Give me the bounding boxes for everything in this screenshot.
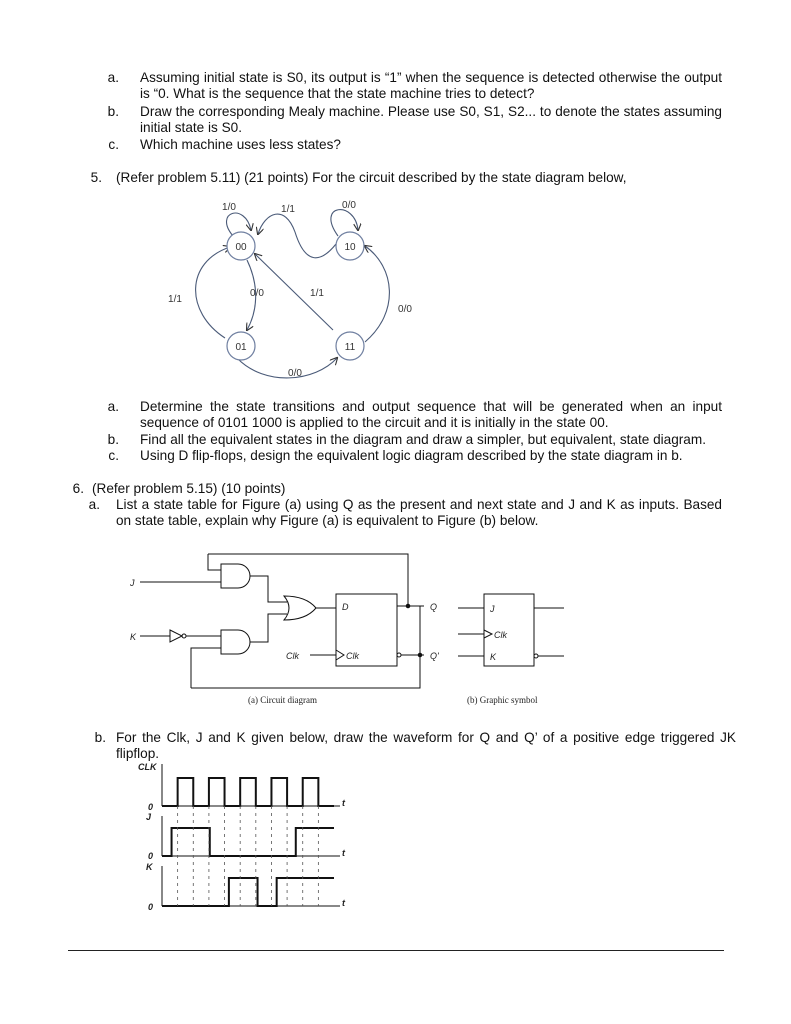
transition-label: 0/0 <box>288 368 302 379</box>
item-label: c. <box>108 137 119 152</box>
d-pin-label: D <box>342 602 349 612</box>
timing-diagram <box>138 760 368 920</box>
item-label: a. <box>107 399 119 414</box>
time-label: t <box>342 798 345 808</box>
problem-number: 5. <box>90 170 102 185</box>
zero-label: 0 <box>148 851 154 861</box>
inverter <box>170 630 182 642</box>
transition-label: 1/1 <box>310 288 324 299</box>
arc-11-10 <box>365 246 389 342</box>
symbol-clk-label: Clk <box>494 630 507 640</box>
jk-circuit-diagram <box>124 546 574 706</box>
caption-symbol: (b) Graphic symbol <box>467 695 538 705</box>
transition-label: 0/0 <box>342 200 356 211</box>
input-j-label: J <box>130 578 135 588</box>
item-text: Using D flip-flops, design the equivalent logic diagram described by the state diagram in b. <box>140 448 683 463</box>
or-gate <box>284 596 316 620</box>
feedback-wire-qp <box>191 606 420 688</box>
transition-label: 0/0 <box>250 288 264 299</box>
state-diagram <box>155 192 455 382</box>
item-text: Determine the state transitions and output sequence that will be generated when an input sequence of 0101 1000 is applied to the circuit and it is initially in the state 00. <box>140 399 722 430</box>
clk-label: CLK <box>138 762 157 772</box>
symbol-j-label: J <box>490 604 495 614</box>
item-label: c. <box>108 448 119 463</box>
state-00: 00 <box>235 242 247 253</box>
item-text: Find all the equivalent states in the diagram and draw a simpler, but equivalent, state diagram. <box>140 432 706 447</box>
state-01: 01 <box>235 342 247 353</box>
clk-pin-label: Clk <box>346 651 359 661</box>
item-text: Draw the corresponding Mealy machine. Please use S0, S1, S2... to denote the states assuming initial state is S0. <box>140 104 722 135</box>
problem-number: 6. <box>72 481 84 496</box>
and-gate-1 <box>221 564 250 588</box>
problem-text: (Refer problem 5.15) (10 points) <box>92 481 286 496</box>
item-text: Which machine uses less states? <box>140 137 341 152</box>
transition-label: 1/0 <box>222 202 236 213</box>
clk-waveform <box>162 778 334 806</box>
state-11: 11 <box>344 342 356 353</box>
transition-label: 1/1 <box>168 294 182 305</box>
clk-input-label: Clk <box>286 651 299 661</box>
zero-label: 0 <box>148 802 154 812</box>
time-label: t <box>342 848 345 858</box>
state-10: 10 <box>344 242 356 253</box>
input-k-label: K <box>130 632 137 642</box>
k-label: K <box>146 862 153 872</box>
item-text: List a state table for Figure (a) using Q as the present and next state and J and K as inputs. Based on state table, explain why Figure (a) is equivalent to Figure (b) below. <box>116 497 722 528</box>
transition-label: 1/1 <box>281 204 295 215</box>
item-label: a. <box>88 497 100 512</box>
zero-label: 0 <box>148 902 154 912</box>
item-label: b. <box>107 104 119 119</box>
feedback-wire-q <box>208 554 408 606</box>
qp-output-label: Q' <box>430 651 439 661</box>
arc-01-00 <box>196 247 230 338</box>
k-waveform <box>162 878 334 906</box>
time-label: t <box>342 898 345 908</box>
j-label: J <box>146 812 152 822</box>
caption-circuit: (a) Circuit diagram <box>248 695 317 705</box>
footer-rule <box>68 950 724 951</box>
item-text: Assuming initial state is S0, its output is “1” when the sequence is detected otherwise the output is “0. What is the sequence that the state machine tries to detect? <box>140 70 722 101</box>
item-label: b. <box>94 730 106 745</box>
arc-10-00 <box>258 214 336 258</box>
symbol-k-label: K <box>490 652 497 662</box>
j-waveform <box>162 828 334 856</box>
item-label: b. <box>107 432 119 447</box>
transition-label: 0/0 <box>398 304 412 315</box>
arc-01-11 <box>237 358 337 378</box>
q-output-label: Q <box>430 602 438 612</box>
problem-text: (Refer problem 5.11) (21 points) For the circuit described by the state diagram below, <box>116 170 627 185</box>
item-text: For the Clk, J and K given below, draw the waveform for Q and Q’ of a positive edge triggered JK flipflop. <box>116 730 736 761</box>
item-label: a. <box>107 70 119 85</box>
and-gate-2 <box>221 630 250 654</box>
